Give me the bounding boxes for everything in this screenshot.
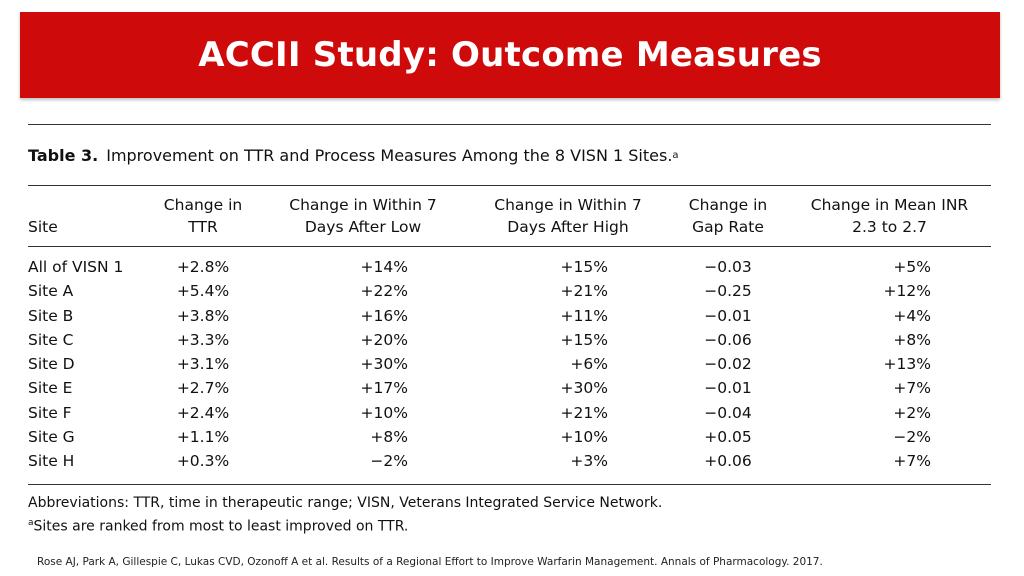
cell-site: Site F bbox=[28, 403, 72, 422]
table-row bbox=[28, 376, 991, 400]
cell-within-7-high: +21% bbox=[560, 403, 608, 422]
header-within-7-high: Change in Within 7 Days After High bbox=[494, 196, 642, 236]
cell-site: Site C bbox=[28, 330, 74, 349]
cell-mean-inr: +7% bbox=[893, 379, 931, 398]
cell-gap-rate: +0.06 bbox=[704, 452, 752, 471]
footnote-marker: a bbox=[28, 517, 34, 528]
table-row bbox=[28, 304, 991, 328]
table-caption bbox=[28, 125, 991, 185]
cell-mean-inr: +13% bbox=[883, 355, 931, 374]
table-row bbox=[28, 401, 991, 425]
results-table-container bbox=[28, 124, 991, 536]
caption-footnote-marker: a bbox=[672, 149, 679, 161]
header-mean-inr: Change in Mean INR 2.3 to 2.7 bbox=[810, 196, 969, 236]
footnote bbox=[28, 513, 991, 537]
cell-site: Site D bbox=[28, 355, 75, 374]
cell-ttr: +2.4% bbox=[176, 403, 230, 422]
cell-gap-rate: −0.04 bbox=[704, 403, 752, 422]
cell-within-7-low: +14% bbox=[360, 258, 408, 276]
cell-gap-rate: −0.01 bbox=[704, 306, 752, 325]
citation: Rose AJ, Park A, Gillespie C, Lukas CVD, Ozonoff A et al. Results of a Regional Effort to Improve Warfarin Management. Annals of Pharmacology. 2017. bbox=[37, 556, 823, 568]
abbreviations-note: Abbreviations: TTR, time in therapeutic range; VISN, Veterans Integrated Service Network. bbox=[28, 494, 663, 511]
cell-ttr: +3.1% bbox=[176, 355, 230, 374]
cell-ttr: +2.7% bbox=[176, 379, 230, 398]
cell-gap-rate: −0.06 bbox=[704, 330, 752, 349]
cell-ttr: +5.4% bbox=[176, 282, 230, 301]
cell-gap-rate: +0.05 bbox=[704, 428, 752, 447]
table-body bbox=[28, 247, 991, 485]
cell-within-7-high: +10% bbox=[560, 428, 608, 447]
cell-gap-rate: −0.25 bbox=[704, 282, 752, 301]
cell-ttr: +2.8% bbox=[176, 258, 230, 276]
cell-ttr: +0.3% bbox=[176, 452, 230, 471]
cell-within-7-low: +8% bbox=[370, 428, 408, 447]
cell-within-7-low: +17% bbox=[360, 379, 408, 398]
table-row bbox=[28, 328, 991, 352]
cell-within-7-high: +30% bbox=[560, 379, 608, 398]
table-row bbox=[28, 449, 991, 484]
table-caption-text: Improvement on TTR and Process Measures Among the 8 VISN 1 Sites. bbox=[106, 145, 673, 165]
slide-title: ACCII Study: Outcome Measures bbox=[198, 35, 822, 75]
table-header-row bbox=[28, 186, 991, 247]
table-label: Table 3. bbox=[28, 145, 99, 165]
header-site: Site bbox=[28, 218, 58, 236]
header-within-7-low: Change in Within 7 Days After Low bbox=[289, 196, 437, 236]
cell-within-7-low: +10% bbox=[360, 403, 408, 422]
cell-within-7-low: +22% bbox=[360, 282, 408, 301]
cell-within-7-high: +15% bbox=[560, 258, 608, 276]
cell-within-7-low: +16% bbox=[360, 306, 408, 325]
table-row bbox=[28, 425, 991, 449]
cell-ttr: +1.1% bbox=[176, 428, 230, 447]
cell-site: Site G bbox=[28, 428, 75, 447]
header-gap-rate: Change in Gap Rate bbox=[688, 196, 768, 236]
cell-mean-inr: +7% bbox=[893, 452, 931, 471]
cell-site: Site E bbox=[28, 379, 73, 398]
cell-mean-inr: −2% bbox=[893, 428, 931, 447]
cell-ttr: +3.3% bbox=[176, 330, 230, 349]
cell-mean-inr: +12% bbox=[883, 282, 931, 301]
cell-site: Site B bbox=[28, 306, 74, 325]
table-row bbox=[28, 279, 991, 303]
title-banner bbox=[20, 12, 1000, 98]
cell-within-7-low: −2% bbox=[370, 452, 408, 471]
cell-gap-rate: −0.01 bbox=[704, 379, 752, 398]
cell-site: Site H bbox=[28, 452, 75, 471]
table-row bbox=[28, 247, 991, 280]
cell-mean-inr: +8% bbox=[893, 330, 931, 349]
cell-mean-inr: +4% bbox=[893, 306, 931, 325]
cell-gap-rate: −0.02 bbox=[704, 355, 752, 374]
results-table bbox=[28, 185, 991, 485]
cell-within-7-low: +30% bbox=[360, 355, 408, 374]
cell-within-7-high: +6% bbox=[570, 355, 608, 374]
cell-within-7-high: +11% bbox=[560, 306, 608, 325]
cell-within-7-high: +3% bbox=[570, 452, 608, 471]
cell-within-7-low: +20% bbox=[360, 330, 408, 349]
footnote-text: Sites are ranked from most to least improved on TTR. bbox=[33, 518, 409, 535]
cell-ttr: +3.8% bbox=[176, 306, 230, 325]
header-ttr: Change in TTR bbox=[163, 196, 243, 236]
cell-site: Site A bbox=[28, 282, 74, 301]
cell-mean-inr: +5% bbox=[893, 258, 931, 276]
cell-within-7-high: +15% bbox=[560, 330, 608, 349]
table-notes bbox=[28, 493, 991, 537]
cell-site: All of VISN 1 bbox=[28, 258, 124, 276]
cell-mean-inr: +2% bbox=[893, 403, 931, 422]
cell-gap-rate: −0.03 bbox=[704, 258, 752, 276]
table-row bbox=[28, 352, 991, 376]
cell-within-7-high: +21% bbox=[560, 282, 608, 301]
